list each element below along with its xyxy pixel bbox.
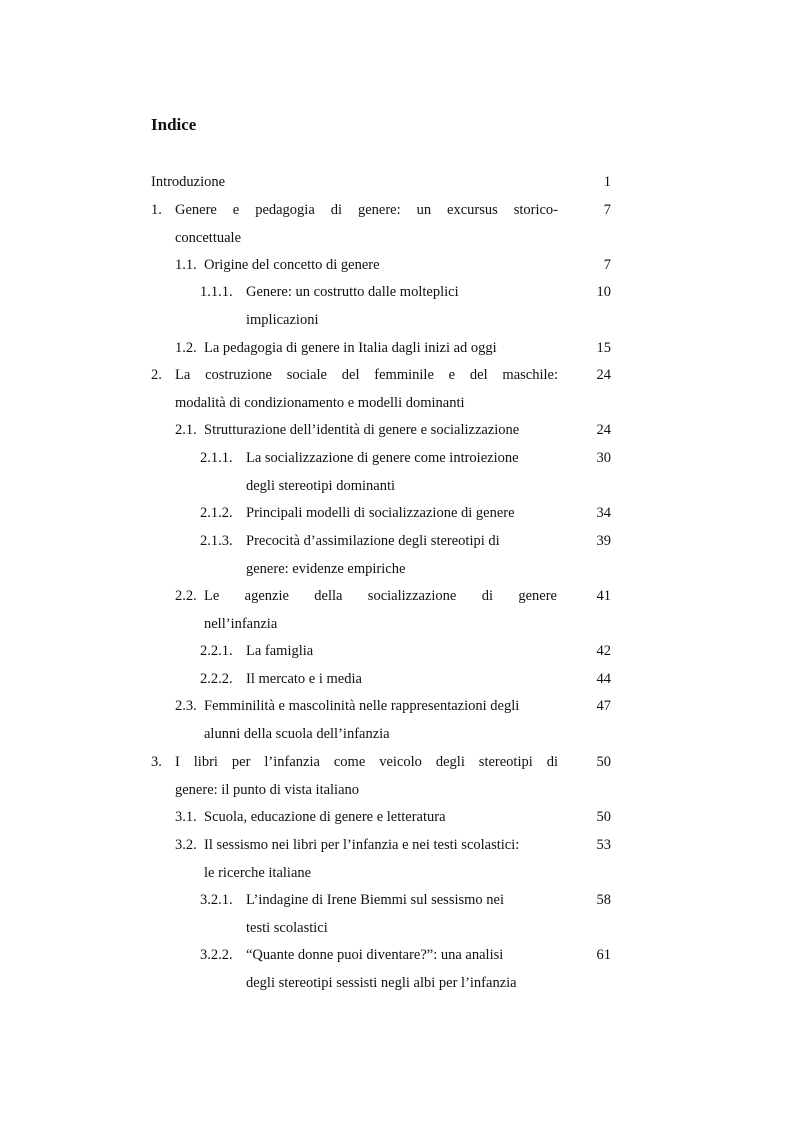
toc-entry-number: 2.3.	[175, 698, 197, 714]
toc-entry-title-line: I libri per l’infanzia come veicolo degli stereotipi di	[175, 754, 558, 770]
toc-entry-page: 44	[596, 671, 611, 687]
toc-entry-number: 1.1.	[175, 257, 197, 273]
toc-entry-number: 2.1.1.	[200, 450, 233, 466]
toc-entry-title: La famiglia	[246, 643, 314, 659]
toc-entry-page: 53	[596, 837, 611, 853]
toc-entry-title-line: concettuale	[175, 229, 242, 246]
toc-entry-page: 42	[596, 643, 611, 659]
toc-entry-title-line: La socializzazione di genere come introiezione	[246, 450, 519, 466]
toc-entry-title	[175, 362, 558, 417]
toc-entry-title-line: genere: evidenze empiriche	[246, 560, 406, 577]
toc-entry-title-line: Genere: un costrutto dalle molteplici	[246, 284, 459, 300]
toc-entry-title-line: La costruzione sociale del femminile e del maschile:	[175, 367, 558, 383]
toc-entry-title: Il mercato e i media	[246, 671, 362, 687]
toc-entry-title-line: L’indagine di Irene Biemmi sul sessismo nei	[246, 892, 505, 908]
toc-entry-number: 1.	[151, 202, 162, 218]
toc-entry-number: 3.2.2.	[200, 947, 233, 963]
toc-entry-title	[246, 942, 556, 997]
toc-entry-title-line: Genere e pedagogia di genere: un excursus storico-	[175, 202, 558, 218]
toc-entry-title-line: Il sessismo nei libri per l’infanzia e nei testi scolastici:	[204, 837, 520, 853]
toc-entry-page: 50	[596, 754, 611, 770]
toc-entry-page: 24	[596, 367, 611, 383]
toc-entry-number: 2.2.	[175, 588, 197, 604]
toc-entry-number: 1.2.	[175, 340, 197, 356]
toc-entry-title-line: degli stereotipi dominanti	[246, 477, 396, 494]
toc-entry-number: 2.	[151, 367, 162, 383]
toc-entry-title: Scuola, educazione di genere e letteratura	[204, 809, 446, 825]
toc-entry-title	[175, 749, 558, 804]
toc-entry-title-line: implicazioni	[246, 311, 319, 328]
toc-entry-number: 1.1.1.	[200, 284, 233, 300]
toc-entry-number: 3.2.	[175, 837, 197, 853]
toc-entry-title: Origine del concetto di genere	[204, 257, 380, 273]
toc-entry-number: 3.2.1.	[200, 892, 233, 908]
toc-entry-title-line: le ricerche italiane	[204, 864, 312, 881]
toc-entry-page: 34	[596, 505, 611, 521]
toc-entry-title-line: nell’infanzia	[204, 615, 278, 632]
toc-entry-title-line: genere: il punto di vista italiano	[175, 781, 360, 798]
toc-entry-page: 41	[596, 588, 611, 604]
toc-entry-title-line: testi scolastici	[246, 919, 328, 936]
toc-entry-title	[204, 832, 557, 887]
toc-entry-page: 61	[596, 947, 611, 963]
toc-entry-page: 47	[596, 698, 611, 714]
toc-entry-number: 2.1.2.	[200, 505, 233, 521]
toc-entry-number: 3.1.	[175, 809, 197, 825]
toc-entry-title: Principali modelli di socializzazione di genere	[246, 505, 515, 521]
toc-entry-title	[246, 887, 556, 942]
toc-entry-title	[246, 445, 556, 500]
toc-entry-title	[204, 693, 557, 748]
toc-entry-page: 7	[603, 202, 611, 218]
toc-entry-number: 2.2.2.	[200, 671, 233, 687]
page-title: Indice	[151, 115, 197, 134]
toc-entry-page: 58	[596, 892, 611, 908]
toc-entry-title-line: Le agenzie della socializzazione di genere	[204, 588, 557, 604]
toc-entry-title	[246, 528, 556, 583]
toc-entry-page: 15	[596, 340, 611, 356]
toc-entry-page: 39	[596, 533, 611, 549]
toc-entry-page: 30	[596, 450, 611, 466]
toc-entry-number: 2.1.3.	[200, 533, 233, 549]
toc-entry-title	[246, 279, 556, 334]
toc-entry-page: 50	[596, 809, 611, 825]
toc-entry-number: 2.1.	[175, 422, 197, 438]
toc-entry-number: 2.2.1.	[200, 643, 233, 659]
toc-entry-title-line: Precocità d’assimilazione degli stereotipi di	[246, 533, 500, 549]
toc-entry-title: Introduzione	[151, 174, 226, 190]
toc-entry-title-line: “Quante donne puoi diventare?”: una analisi	[246, 947, 504, 963]
toc-entry-title-line: modalità di condizionamento e modelli dominanti	[175, 394, 465, 411]
toc-entry-title-line: degli stereotipi sessisti negli albi per l’infanzia	[246, 974, 517, 991]
toc-entry-page: 10	[596, 284, 611, 300]
toc-entry-page: 1	[603, 174, 611, 190]
toc-entry-title-line: alunni della scuola dell’infanzia	[204, 725, 390, 742]
toc-entry-page: 24	[596, 422, 611, 438]
toc-entry-title	[175, 197, 558, 252]
toc-entry-title-line: Femminilità e mascolinità nelle rappresentazioni degli	[204, 698, 520, 714]
toc-entry-title: Strutturazione dell’identità di genere e socializzazione	[204, 422, 520, 438]
toc-entry-title	[204, 583, 557, 638]
toc-entry-title: La pedagogia di genere in Italia dagli inizi ad oggi	[204, 340, 497, 356]
toc-entry-number: 3.	[151, 754, 162, 770]
toc-entry-page: 7	[603, 257, 611, 273]
